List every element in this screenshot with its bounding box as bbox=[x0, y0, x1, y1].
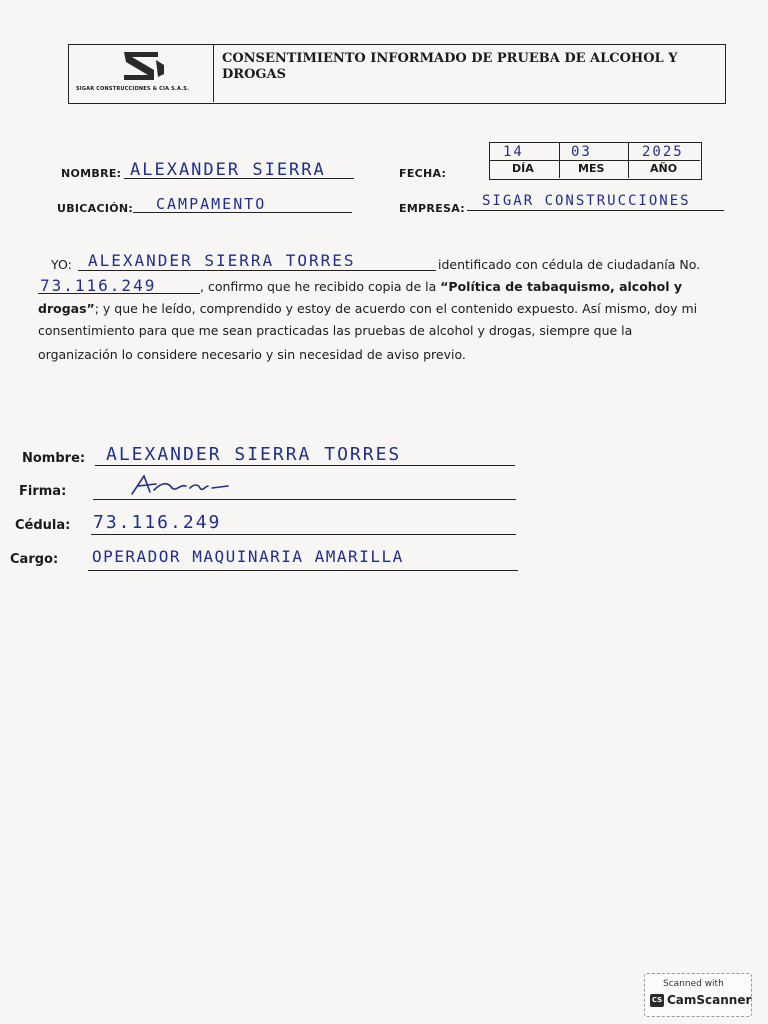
header-divider bbox=[213, 44, 214, 102]
date-ano-label: AÑO bbox=[650, 162, 678, 175]
date-col-divider bbox=[559, 142, 560, 178]
camscanner-logo-icon: CS bbox=[650, 994, 664, 1007]
empresa-value: SIGAR CONSTRUCCIONES bbox=[482, 193, 691, 209]
sig-nombre-underline bbox=[95, 465, 515, 466]
date-mes-label: MES bbox=[578, 162, 605, 175]
statement-line-5: organización lo considere necesario y sin necesidad de aviso previo. bbox=[38, 347, 466, 362]
ubicacion-value: CAMPAMENTO bbox=[156, 195, 267, 213]
statement-cedula-underline bbox=[38, 293, 200, 294]
nombre-value: ALEXANDER SIERRA bbox=[130, 160, 326, 180]
date-col-divider bbox=[628, 142, 629, 178]
statement-line-4: consentimiento para que me sean practicadas las pruebas de alcohol y drogas, siempre que la bbox=[38, 323, 633, 338]
empresa-label: EMPRESA: bbox=[399, 202, 465, 215]
sig-cargo-underline bbox=[88, 570, 518, 571]
ubicacion-underline bbox=[133, 212, 352, 213]
empresa-underline bbox=[467, 210, 724, 211]
sig-nombre-value: ALEXANDER SIERRA TORRES bbox=[106, 444, 402, 465]
date-table-divider bbox=[489, 160, 700, 161]
sig-cedula-value: 73.116.249 bbox=[93, 512, 222, 533]
document-title: CONSENTIMIENTO INFORMADO DE PRUEBA DE ALCOHOL Y DROGAS bbox=[222, 51, 678, 82]
camscanner-caption: Scanned with bbox=[663, 979, 724, 989]
yo-label: YO: bbox=[51, 257, 72, 272]
sig-cedula-label: Cédula: bbox=[15, 518, 71, 533]
date-dia-label: DÍA bbox=[512, 162, 534, 175]
fecha-label: FECHA: bbox=[399, 167, 447, 180]
sig-firma-label: Firma: bbox=[19, 484, 67, 499]
statement-line-2: , confirmo que he recibido copia de la “Política de tabaquismo, alcohol y bbox=[200, 279, 683, 294]
sig-cargo-label: Cargo: bbox=[10, 552, 59, 567]
sig-firma-underline bbox=[93, 499, 516, 500]
date-mes-value: 03 bbox=[571, 144, 592, 160]
nombre-underline bbox=[124, 178, 354, 179]
statement-cedula-value: 73.116.249 bbox=[40, 276, 157, 295]
statement-line-3: drogas”; y que he leído, comprendido y estoy de acuerdo con el contenido expuesto. Así mismo, doy mi bbox=[38, 301, 698, 316]
sig-cedula-underline bbox=[91, 534, 516, 535]
statement-line-1: identificado con cédula de ciudadanía No. bbox=[438, 257, 701, 272]
nombre-label: NOMBRE: bbox=[61, 167, 122, 180]
handwritten-signature bbox=[128, 472, 238, 498]
date-ano-value: 2025 bbox=[642, 144, 684, 160]
camscanner-brand: CamScanner bbox=[667, 993, 752, 1007]
yo-value: ALEXANDER SIERRA TORRES bbox=[88, 251, 356, 270]
ubicacion-label: UBICACIÓN: bbox=[57, 202, 134, 215]
company-logo bbox=[118, 48, 170, 84]
date-dia-value: 14 bbox=[503, 144, 524, 160]
sig-cargo-value: OPERADOR MAQUINARIA AMARILLA bbox=[92, 547, 404, 566]
yo-underline bbox=[78, 270, 436, 271]
company-logo-text: SIGAR CONSTRUCCIONES & CIA S.A.S. bbox=[76, 86, 190, 92]
sig-nombre-label: Nombre: bbox=[22, 451, 86, 466]
